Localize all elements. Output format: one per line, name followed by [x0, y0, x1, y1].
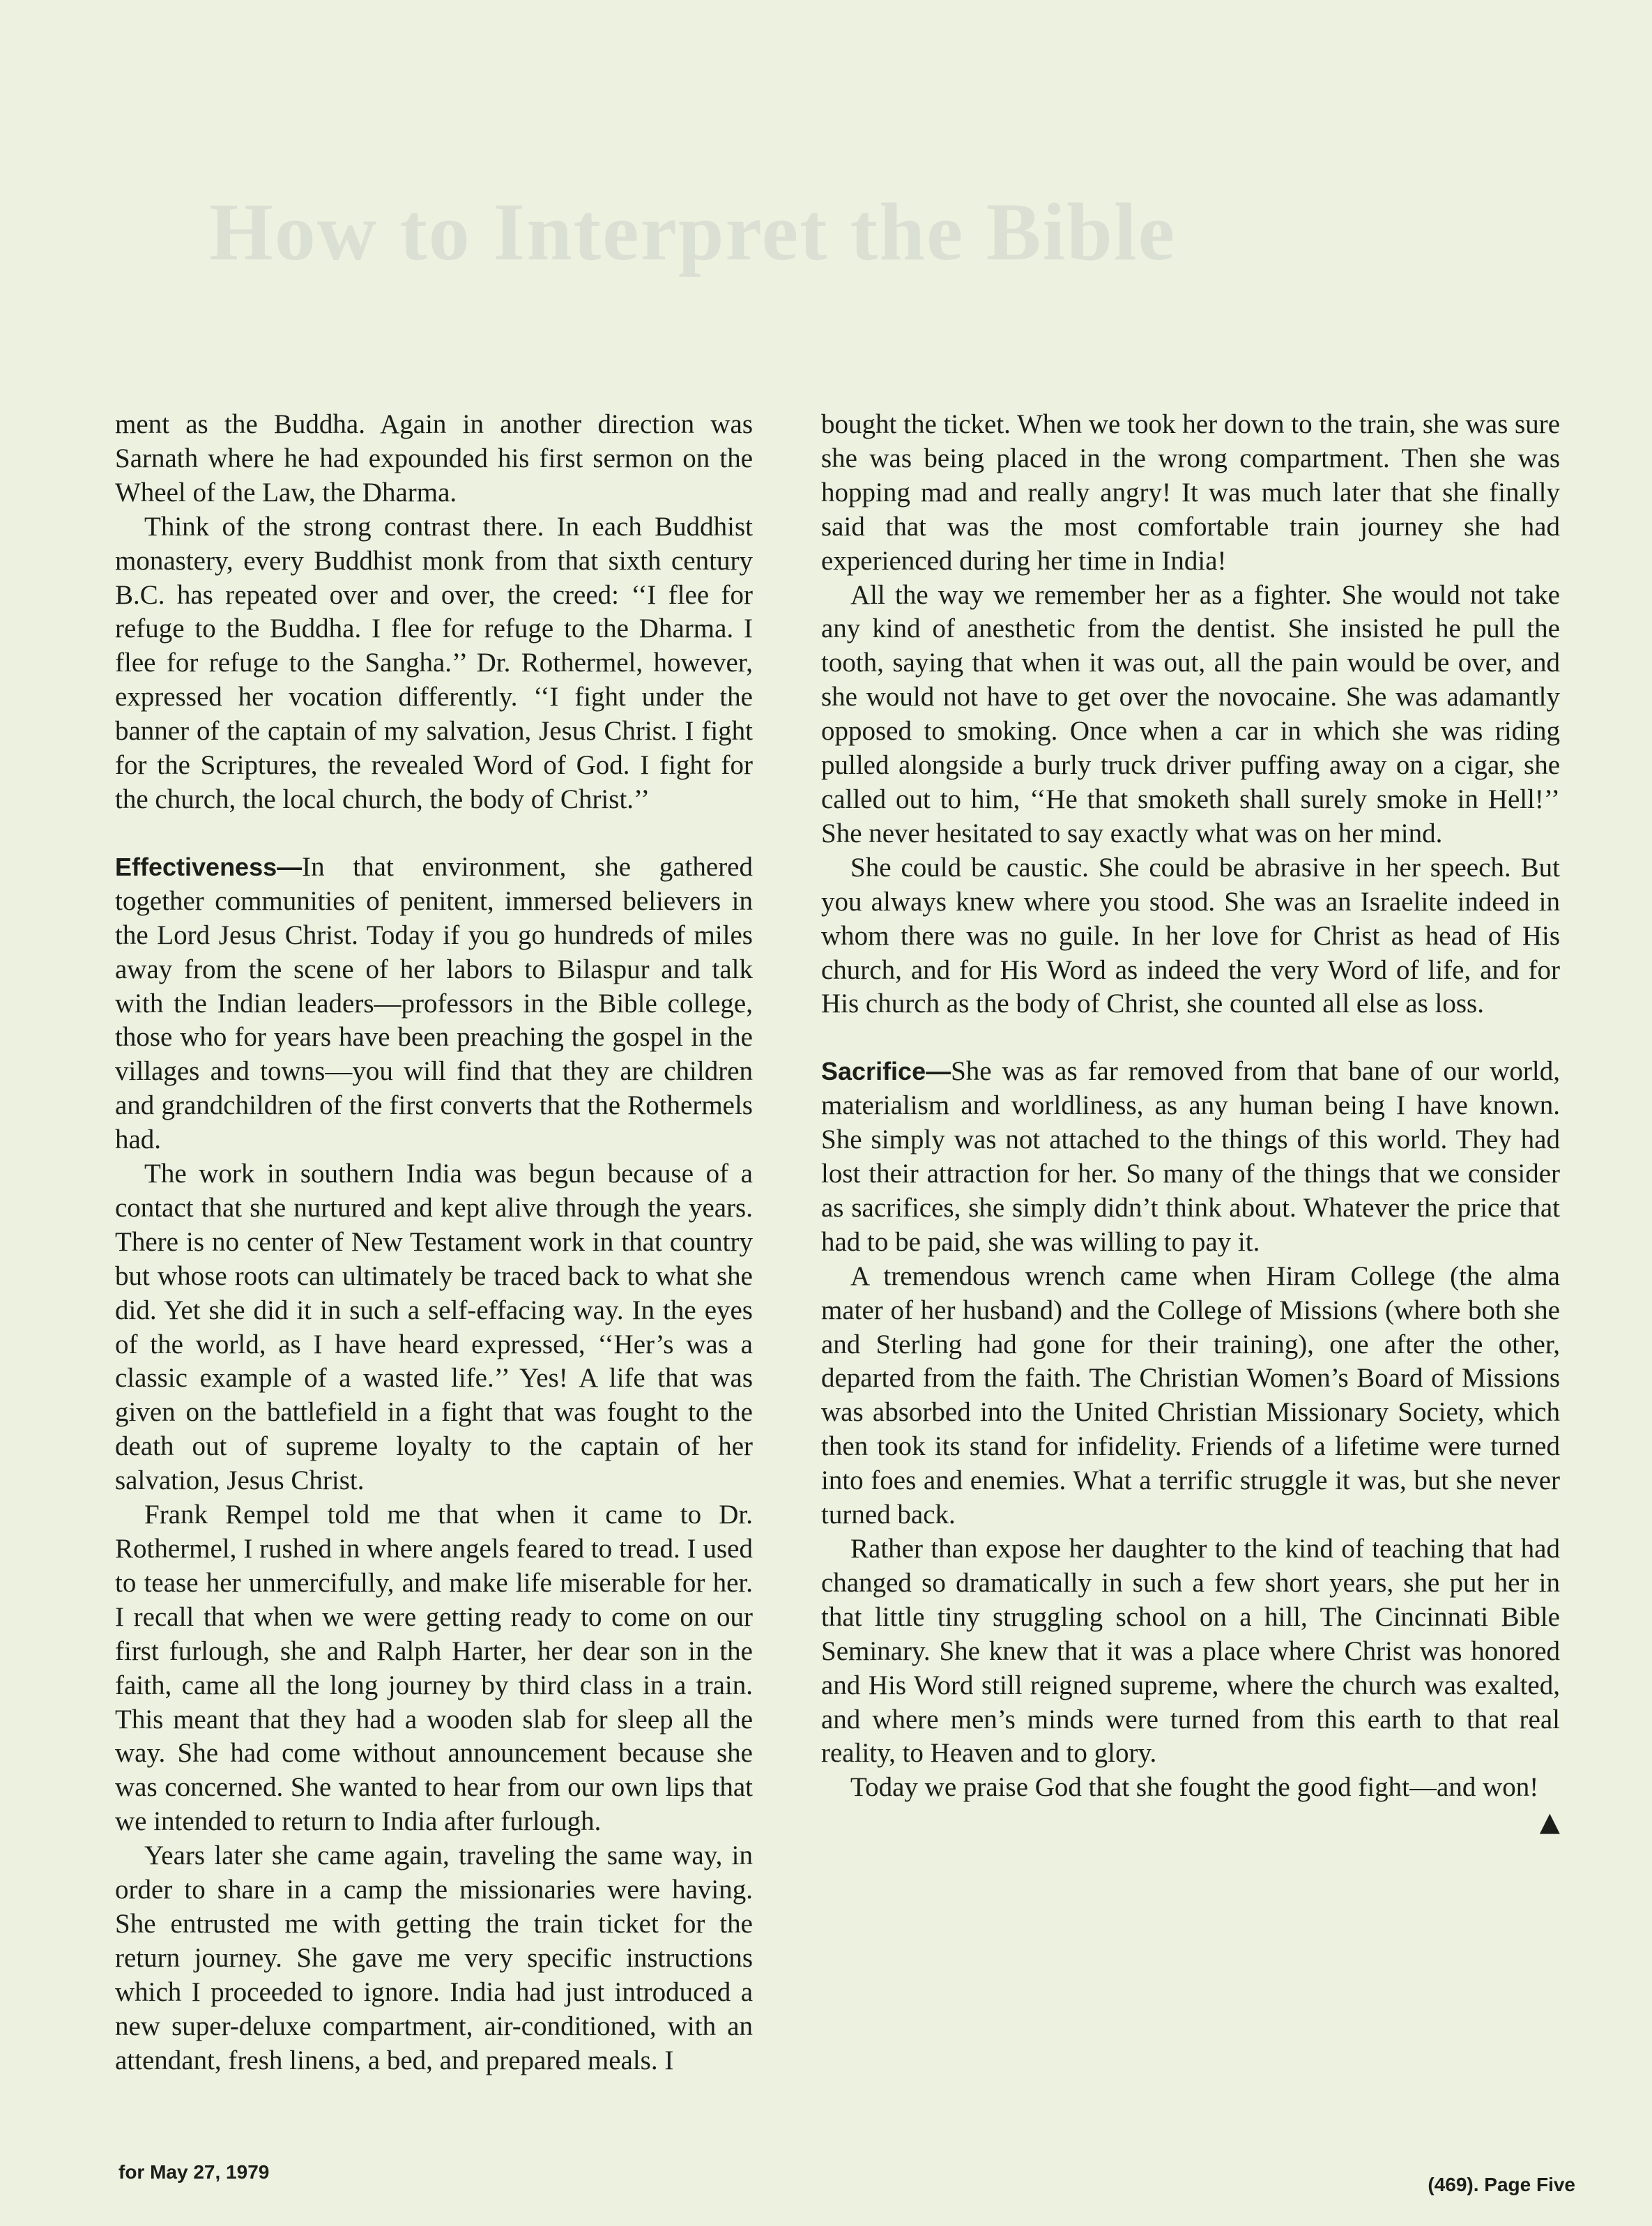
- paragraph-text: Rather than expose her daughter to the kind of teaching that had changed so dramatically in such a few short years, she put her in that little tiny struggling school on a hill, The Cincinnati Bible Seminary. She knew that it was a place where Christ was honored and His Word still reigned supreme, where the church was exalted, and where men’s minds were turned from this earth to that real reality, to Heaven and to glory.: [821, 1534, 1560, 1769]
- section-paragraph: [115, 851, 753, 1157]
- paragraph-text: Years later she came again, traveling the same way, in order to share in a camp the missionaries were having. She entrusted me with getting the train ticket for the return journey. She gave me very specific instructions which I proceeded to ignore. India had just introduced a new super-deluxe compartment, air-conditioned, with an attendant, fresh linens, a bed, and prepared meals. I: [115, 1840, 753, 2075]
- issue-date: for May 27, 1979: [118, 2161, 270, 2183]
- paragraph: [115, 1498, 753, 1839]
- paragraph: [821, 851, 1560, 1022]
- paragraph-text: In that environment, she gathered together communities of penitent, immersed believers in the Lord Jesus Christ. Today if you go hundreds of miles away from the scene of her labors to Bilaspur and talk with the Indian leaders—professors in the Bible college, those who for years have been preaching the gospel in the villages and towns—you will find that they are children and grandchildren of the first converts that the Rothermels had.: [115, 851, 753, 1155]
- paragraph: [115, 408, 753, 510]
- paragraph-text: ment as the Buddha. Again in another direction was Sarnath where he had expounded his first sermon on the Wheel of the Law, the Dharma.: [115, 409, 753, 508]
- section-heading: Sacrifice—: [821, 1057, 951, 1086]
- right-column: [821, 408, 1560, 1839]
- paragraph-text: Frank Rempel told me that when it came to Dr. Rothermel, I rushed in where angels feared to tread. I used to tease her unmercifully, and make life miserable for her. I recall that when we were getting ready to come on our first furlough, she and Ralph Harter, her dear son in the faith, came all the long journey by third class in a train. This meant that they had a wooden slab for sleep all the way. She had come without announcement because she was concerned. She wanted to hear from our own lips that we intended to return to India after furlough.: [115, 1500, 753, 1837]
- paragraph: [115, 510, 753, 817]
- paragraph-text: bought the ticket. When we took her down to the train, she was sure she was being placed in the wrong compartment. Then she was hopping mad and really angry! It was much later that she finally said that was the most comfortable train journey she had experienced during her time in India!: [821, 409, 1560, 576]
- paragraph: [821, 408, 1560, 579]
- paragraph: [115, 1839, 753, 2078]
- paragraph-text: A tremendous wrench came when Hiram College (the alma mater of her husband) and the College of Missions (where both she and Sterling had gone for their training), one after the other, departed from the faith. The Christian Women’s Board of Missions was absorbed into the United Christian Missionary Society, which then took its stand for infidelity. Friends of a lifetime were turned into foes and enemies. What a terrific struggle it was, but she never turned back.: [821, 1260, 1560, 1530]
- faded-title-bleedthrough: How to Interpret the Bible: [209, 186, 1176, 277]
- section-paragraph: [821, 1055, 1560, 1259]
- paragraph-text: Today we praise God that she fought the good fight—and won!: [850, 1772, 1539, 1803]
- paragraph-text: She could be caustic. She could be abrasive in her speech. But you always knew where you stood. She was an Israelite indeed in whom there was no guile. In her love for Christ as head of His church, and for His Word as indeed the very Word of life, and for His church as the body of Christ, she counted all else as loss.: [821, 852, 1560, 1019]
- paragraph-text: Think of the strong contrast there. In each Buddhist monastery, every Buddhist monk from that sixth century B.C. has repeated over and over, the creed: ‘‘I flee for refuge to the Buddha. I flee for refuge to the Dharma. I flee for refuge to the Sangha.’’ Dr. Rothermel, however, expressed her vocation differently. ‘‘I fight under the banner of the captain of my salvation, Jesus Christ. I fight for the Scriptures, the revealed Word of God. I fight for the church, the local church, the body of Christ.’’: [115, 511, 753, 814]
- paragraph: [821, 1260, 1560, 1532]
- paragraph: [115, 1157, 753, 1498]
- paragraph-text: She was as far removed from that bane of our world, materialism and worldliness, as any human being I have known. She simply was not attached to the things of this world. They had lost their attraction for her. So many of the things that we consider as sacrifices, she simply didn’t think about. Whatever the price that had to be paid, she was willing to pay it.: [821, 1056, 1560, 1257]
- left-column: [115, 408, 753, 2078]
- paragraph: [821, 1532, 1560, 1771]
- end-of-article-mark: ▲: [1539, 1806, 1560, 1838]
- paragraph: [821, 1771, 1560, 1838]
- paragraph-text: All the way we remember her as a fighter. She would not take any kind of anesthetic from the dentist. She insisted he pull the tooth, saying that when it was out, all the pain would be over, and she would not have to get over the novocaine. She was adamantly opposed to smoking. Once when a car in which she was riding pulled alongside a burly truck driver puffing away on a cigar, she called out to him, ‘‘He that smoketh shall surely smoke in Hell!’’ She never hesitated to say exactly what was on her mind.: [821, 579, 1560, 848]
- paragraph-text: The work in southern India was begun because of a contact that she nurtured and kept alive through the years. There is no center of New Testament work in that country but whose roots can ultimately be traced back to what she did. Yet she did it in such a self-effacing way. In the eyes of the world, as I have heard expressed, ‘‘Her’s was a classic example of a wasted life.’’ Yes! A life that was given on the battlefield in a fight that was fought to the death out of supreme loyalty to the captain of her salvation, Jesus Christ.: [115, 1159, 753, 1496]
- paragraph: [821, 579, 1560, 851]
- page-number: (469). Page Five: [1428, 2174, 1575, 2195]
- section-heading: Effectiveness—: [115, 852, 303, 881]
